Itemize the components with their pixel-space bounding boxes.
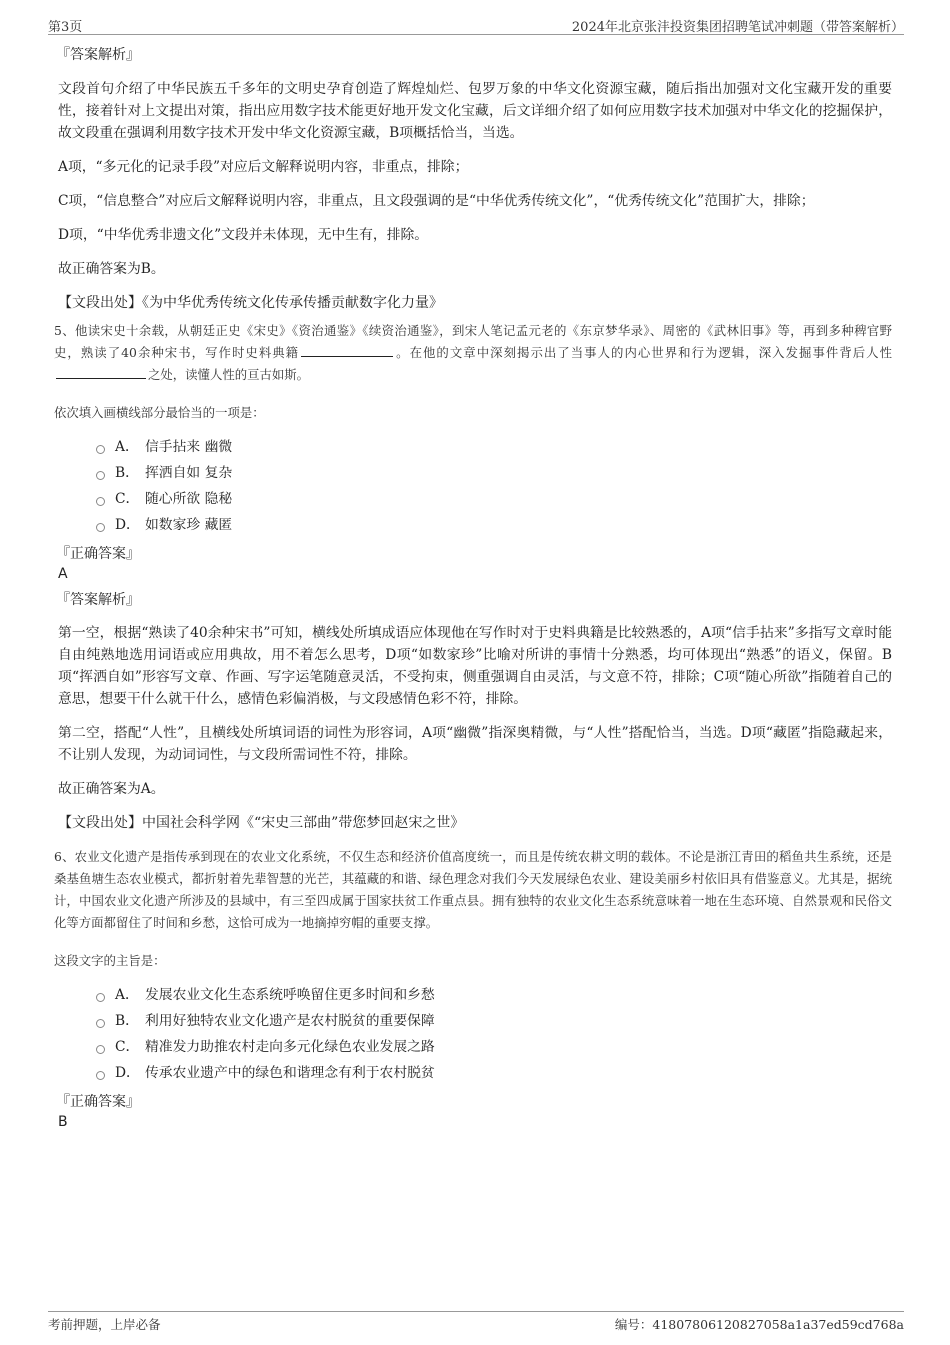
radio-icon[interactable] xyxy=(96,1045,105,1054)
option-text: 挥洒自如 复杂 xyxy=(145,465,233,481)
q6-correct-label: 『正确答案』 xyxy=(56,1094,140,1110)
q6-option-c[interactable] xyxy=(96,1034,892,1060)
q5-source: 【文段出处】中国社会科学网《“宋史三部曲”带您梦回赵宋之世》 xyxy=(58,815,465,831)
footer-serial: 编号：41807806120827058a1a37ed59cd768a xyxy=(614,1317,904,1332)
q4-analysis-p1: 文段首句介绍了中华民族五千多年的文明史孕育创造了辉煌灿烂、包罗万象的中华文化资源宝藏，随后指出加强对文化宝藏开发的重要性，接着针对上文提出对策，指出应用数字技术能更好地开发文化宝藏，后文详细介绍了如何应用数字技术加强对中华文化的挖掘保护，故文段重在强调利用数字技术开发中华文化资源宝藏，B项概括恰当，当选。 xyxy=(58,81,892,141)
option-letter: B． xyxy=(115,1013,139,1029)
radio-icon[interactable] xyxy=(96,993,105,1002)
q5-option-c[interactable] xyxy=(96,486,892,512)
q5-blank-1 xyxy=(301,342,393,357)
option-text: 如数家珍 藏匿 xyxy=(145,517,233,533)
page-header xyxy=(48,14,904,35)
radio-icon[interactable] xyxy=(96,471,105,480)
q5-option-b[interactable] xyxy=(96,460,892,486)
option-text: 利用好独特农业文化遗产是农村脱贫的重要保障 xyxy=(145,1013,435,1029)
page-footer xyxy=(48,1311,904,1334)
q5-analysis-p3: 故正确答案为A。 xyxy=(58,781,165,797)
q5-correct-label: 『正确答案』 xyxy=(56,546,140,562)
q5-option-a[interactable] xyxy=(96,434,892,460)
option-letter: A． xyxy=(115,439,139,455)
q6-stem: 6、农业文化遗产是指传承到现在的农业文化系统，不仅生态和经济价值高度统一，而且是传统农耕文明的载体。不论是浙江青田的稻鱼共生系统，还是桑基鱼塘生态农业模式，都折射着先辈智慧的光芒，其蕴藏的和谐、绿色理念对我们今天发展绿色农业、建设美丽乡村依旧具有借鉴意义。尤其是，据统计，中国农业文化遗产所涉及的县域中，有三至四成属于国家扶贫工作重点县。拥有独特的农业文化生态系统意味着一地在生态环境、自然景观和民俗文化等方面都留住了时间和乡愁，这恰可成为一地摘掉穷帽的重要支撑。 xyxy=(54,849,892,930)
q4-analysis-label: 『答案解析』 xyxy=(56,47,140,63)
option-letter: C． xyxy=(115,491,140,507)
q6-option-d[interactable] xyxy=(96,1060,892,1086)
q5-stem-part-c: 之处，读懂人性的亘古如斯。 xyxy=(148,367,310,382)
document-title: 2024年北京张沣投资集团招聘笔试冲刺题（带答案解析） xyxy=(571,20,904,35)
q5-stem-part-b: 。在他的文章中深刻揭示出了当事人的内心世界和行为逻辑，深入发掘事件背后人性 xyxy=(395,345,892,360)
option-letter: D． xyxy=(115,517,140,533)
footer-slogan: 考前押题，上岸必备 xyxy=(48,1317,161,1332)
option-letter: B． xyxy=(115,465,139,481)
q6-prompt: 这段文字的主旨是： xyxy=(54,953,166,968)
q5-blank-2 xyxy=(56,364,146,379)
q5-option-d[interactable] xyxy=(96,512,892,538)
radio-icon[interactable] xyxy=(96,445,105,454)
q4-analysis-p5: 故正确答案为B。 xyxy=(58,261,165,277)
q4-source: 【文段出处】《为中华优秀传统文化传承传播贡献数字化力量》 xyxy=(58,295,443,311)
q5-stem-part-a: 5、他读宋史十余载，从朝廷正史《宋史》《资治通鉴》《续资治通鉴》，到宋人笔记孟元老的《东京梦华录》、周密的《武林旧事》等，再到多种稗官野史，熟读了40余种宋书，写作时史料典籍 xyxy=(54,323,892,360)
q6-option-a[interactable] xyxy=(96,982,892,1008)
q6-correct-answer: B xyxy=(58,1114,68,1130)
radio-icon[interactable] xyxy=(96,497,105,506)
radio-icon[interactable] xyxy=(96,1071,105,1080)
q5-stem xyxy=(54,320,892,386)
radio-icon[interactable] xyxy=(96,523,105,532)
q4-analysis-p2: A项，“多元化的记录手段”对应后文解释说明内容，非重点，排除； xyxy=(58,159,469,175)
q5-analysis-p1: 第一空，根据“熟读了40余种宋书”可知，横线处所填成语应体现他在写作时对于史料典籍是比较熟悉的，A项“信手拈来”多指写文章时能自由纯熟地选用词语或应用典故，用不着怎么思考，D项“如数家珍”比喻对所讲的事情十分熟悉，均可体现出“熟悉”的语义，保留。B项“挥洒自如”形容写文章、作画、写字运笔随意灵活，不受拘束，侧重强调自由灵活，与文意不符，排除；C项“随心所欲”指随着自己的意思，想要干什么就干什么，感情色彩偏消极，与文段感情色彩不符，排除。 xyxy=(58,625,892,707)
q4-analysis-p3: C项，“信息整合”对应后文解释说明内容，非重点，且文段强调的是“中华优秀传统文化”，“优秀传统文化”范围扩大，排除； xyxy=(58,193,815,209)
radio-icon[interactable] xyxy=(96,1019,105,1028)
q6-options xyxy=(96,982,892,1086)
q5-options xyxy=(96,434,892,538)
page-number: 第3页 xyxy=(48,20,83,35)
option-text: 发展农业文化生态系统呼唤留住更多时间和乡愁 xyxy=(145,987,435,1003)
option-letter: C． xyxy=(115,1039,140,1055)
q4-analysis-p4: D项，“中华优秀非遗文化”文段并未体现，无中生有，排除。 xyxy=(58,227,429,243)
q5-prompt: 依次填入画横线部分最恰当的一项是： xyxy=(54,405,265,420)
option-text: 信手拈来 幽微 xyxy=(145,439,233,455)
option-letter: A． xyxy=(115,987,139,1003)
document-body xyxy=(56,44,892,1132)
q5-analysis-label: 『答案解析』 xyxy=(56,592,140,608)
option-text: 随心所欲 隐秘 xyxy=(145,491,233,507)
q5-correct-answer: A xyxy=(58,566,68,582)
option-letter: D． xyxy=(115,1065,140,1081)
q6-option-b[interactable] xyxy=(96,1008,892,1034)
q5-analysis-p2: 第二空，搭配“人性”，且横线处所填词语的词性为形容词，A项“幽微”指深奥精微，与“人性”搭配恰当，当选。D项“藏匿”指隐藏起来，不让别人发现，为动词词性，与文段所需词性不符，排除。 xyxy=(58,725,892,763)
option-text: 精准发力助推农村走向多元化绿色农业发展之路 xyxy=(145,1039,435,1055)
option-text: 传承农业遗产中的绿色和谐理念有利于农村脱贫 xyxy=(145,1065,435,1081)
